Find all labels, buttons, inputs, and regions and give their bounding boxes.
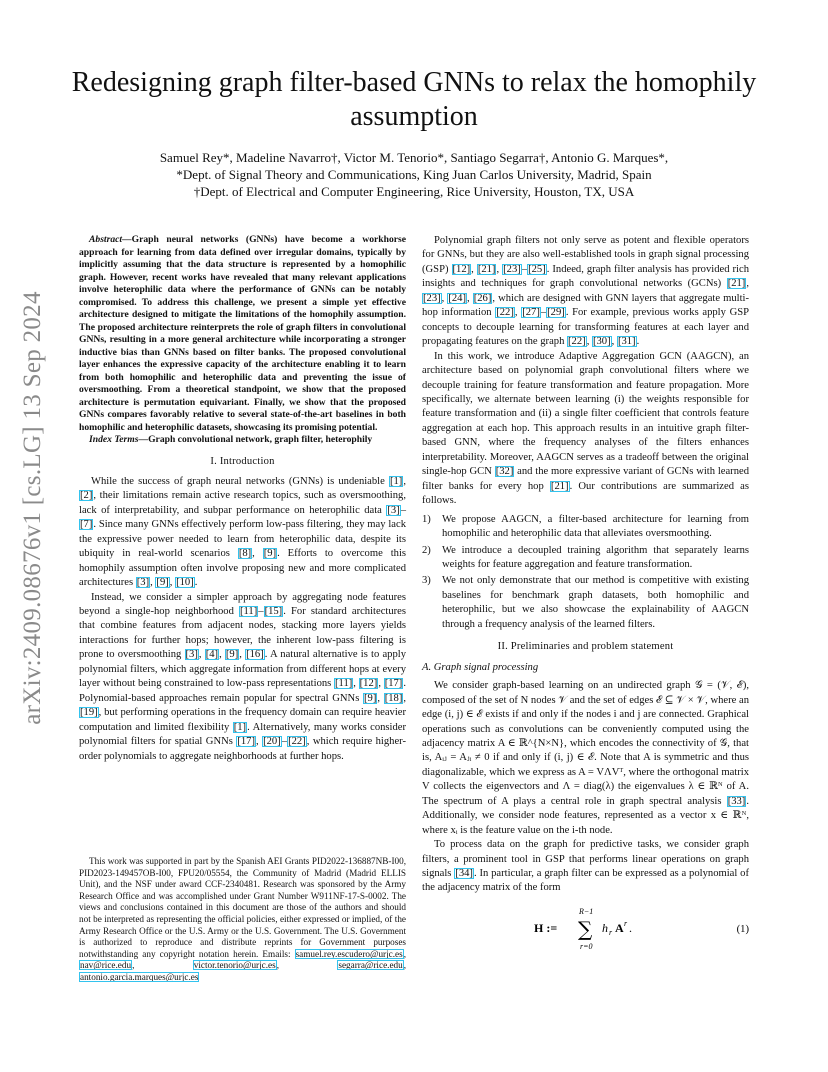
text-run: – — [281, 736, 288, 748]
text-run: and the more expressive variant of GCNs with learned filter banks for every hop — [422, 466, 749, 492]
section-heading: I. Introduction — [210, 455, 275, 467]
email-link[interactable]: segarra@rice.edu — [338, 960, 403, 971]
equation-graphic — [422, 902, 749, 954]
list-item — [422, 513, 749, 542]
citation-link[interactable]: [16] — [246, 649, 264, 661]
citation-link[interactable]: [11] — [240, 606, 258, 618]
text-run: , — [150, 577, 156, 589]
text-run: , — [471, 263, 477, 275]
abstract-label: Abstract— — [89, 234, 132, 245]
citation-link[interactable]: [3] — [136, 577, 150, 589]
text-run: In this work, we introduce Adaptive Aggregation GCN (AAGCN), an architecture based on polynomial graph convolutional filters where we decouple training for feature transformation and feature propagation. More specifically, we alternate between learning (i) the weights responsible for feature transformation and (ii) a single filter coefficient that controls feature aggregation at each hop. This approach results in an intuitive graph filter-based GNN, where the frequency analyses of the filters enhances interpretability. Moreover, AAGCN serves as a tradeoff between the original single-hop GCN — [422, 350, 749, 478]
citation-link[interactable]: [25] — [528, 263, 546, 275]
paragraph — [422, 838, 749, 896]
text-run: , which require higher-order polynomials to aggregate neighborhoods at further hops. — [79, 736, 407, 762]
text-run: , which are designed with GNN layers that aggregate multi-hop information — [422, 292, 749, 319]
citation-link[interactable]: [17] — [237, 736, 255, 748]
text-run: Polynomial graph filters not only serve as potent and flexible operators for GNNs, but they are also well-established tools in graph signal processing (GSP) — [422, 235, 749, 275]
citation-link[interactable]: [9] — [263, 548, 277, 560]
citation-link[interactable]: [34] — [455, 868, 473, 880]
list-item-text: We not only demonstrate that our method is competitive with existing baselines for benchmark graph datasets, both homophilic and heterophilic, but we also showcase the explainability of AAGCN through a frequency analysis of the learned filters. — [442, 575, 749, 630]
text-run: , but performing operations in the frequency domain can require heavier computation and limited flexibility — [79, 707, 406, 733]
text-run: , — [198, 649, 205, 661]
citation-link[interactable]: [2] — [80, 490, 93, 502]
text-run: , their limitations remain active research topics, such as oversmoothing, lack of interpretability, and subpar performance on heterophilic data — [79, 490, 406, 516]
text-run: . For standard architectures that combine features from adjacent nodes, stacking more layers yields interactions for further hops; however, the inherent low-pass filtering is prone to oversmoothing — [79, 606, 406, 661]
citation-link[interactable]: [7] — [80, 519, 93, 531]
paragraph — [422, 679, 749, 838]
text-run: . In particular, a graph filter can be expressed as a polynomial of the adjacency matrix of the form — [422, 868, 749, 894]
citation-link[interactable]: [18] — [384, 692, 403, 704]
footnote-text: This work was supported in part by the Spanish AEI Grants PID2022-136887NB-I00, PID2023-149457OB-I00, FPU20/05554, the Community of Madrid (Madrid ELLIS Unit), and the NSF under award CCF-2340481. Research was sponsored by the Army Research Office and was accomplished under Grant Number W911NF-17-S-0002. The views and conclusions contained in this document are those of the authors and should not be interpreted as representing the official policies, either expressed or implied, of the Army Research Office or the U.S. Army or the U.S. Government. The U.S. Government is authorized to reproduce and distribute reprints for Government purposes notwithstanding any copyright notation herein. Emails: — [79, 856, 406, 959]
citation-link[interactable]: [8] — [238, 548, 252, 560]
paragraph — [79, 475, 406, 591]
text-run: , — [467, 292, 473, 304]
text-run: . Since many GNNs effectively perform low-pass filtering, they may lack the expressive power needed to learn from heterophilic data, despite its ubiquity in real-world scenarios — [79, 519, 406, 560]
eq-matrix: A — [615, 920, 624, 935]
right-column — [422, 234, 749, 954]
text-run: , — [378, 678, 384, 690]
email-list: samuel.rey.escudero@urjc.es, nav@rice.edu, victor.tenorio@urjc.es, segarra@rice.edu, antonio.garcia.marques@urjc.es — [80, 948, 406, 982]
index-terms-text: Graph convolutional network, graph filter, heterophily — [148, 434, 373, 445]
text-run: We consider graph-based learning on an undirected graph 𝒢 = (𝒱, ℰ), composed of the set of N nodes 𝒱 and the set of edges ℰ ⊆ 𝒱 × 𝒱, where an edge (i, j) ∈ ℰ exists if and only if the nodes i and j are connected. Graphical operations such as convolutions can be conveniently computed using the adjacency matrix A ∈ ℝ^{N×N}, which encodes the connectivity of 𝒢, that is, Aᵢⱼ = Aⱼᵢ ≠ 0 if and only if (i, j) ∈ ℰ. Note that A is symmetric and thus diagonalizable, which we express as A = VΛVᵀ, where the orthogonal matrix V collects the eigenvectors and Λ = diag(λ) the eigenvalues λ ∈ ℝᴺ of A. The spectrum of A plays a central role in graph spectral analysis — [422, 680, 749, 807]
left-column — [79, 234, 406, 764]
paper-title: Redesigning graph filter-based GNNs to relax the homophily assumption — [71, 67, 757, 132]
citation-link[interactable]: [10] — [176, 577, 194, 589]
list-item-number: 1) — [422, 513, 431, 525]
text-run: . Polynomial-based approaches remain popular for spectral GNNs — [79, 678, 406, 704]
citation-link[interactable]: [27] — [522, 307, 540, 319]
citation-link[interactable]: [30] — [592, 336, 611, 348]
citation-link[interactable]: [32] — [495, 466, 514, 478]
subsection-heading: A. Graph signal processing — [422, 661, 539, 673]
eq-number: (1) — [736, 923, 749, 935]
text-run: , — [746, 278, 749, 290]
citation-link[interactable]: [29] — [547, 307, 565, 319]
text-run: – — [400, 504, 406, 516]
list-item — [422, 544, 749, 573]
citation-link[interactable]: [12] — [452, 263, 471, 275]
text-run: . A natural alternative is to apply polynomial filters, which aggregate information from different hops at every layer without being constrained to low-pass representations — [79, 649, 407, 690]
citation-link[interactable]: [15] — [264, 606, 283, 618]
citation-link[interactable]: [11] — [335, 678, 353, 690]
citation-link[interactable]: [4] — [205, 649, 219, 661]
text-run: . — [194, 577, 198, 589]
text-run: , — [252, 548, 263, 560]
paragraph — [79, 591, 406, 764]
citation-link[interactable]: [22] — [568, 336, 586, 348]
text-run: , — [219, 649, 225, 661]
text-run: , — [403, 475, 406, 487]
text-run: , — [586, 336, 592, 348]
index-terms-label: Index Terms— — [89, 434, 149, 445]
citation-link[interactable]: [26] — [473, 292, 492, 304]
text-run: , — [496, 263, 503, 275]
list-item — [422, 574, 749, 632]
text-run: . For example, previous works apply GSP concepts to decouple learning for transforming features at each layer and propagating features on the graph — [422, 307, 750, 348]
citation-link[interactable]: [20] — [263, 736, 281, 748]
eq-upper-limit: R−1 — [579, 906, 594, 916]
citation-link[interactable]: [22] — [496, 307, 514, 319]
citation-link[interactable]: [12] — [359, 678, 378, 690]
text-run: , — [169, 577, 176, 589]
email-link[interactable]: nav@rice.edu — [80, 960, 132, 971]
text-run: . Additionally, we consider node features, represented as a vector x ∈ ℝᴺ, where xᵢ is the feature value on the i-th node. — [422, 795, 749, 836]
author-block — [60, 149, 768, 200]
list-item-number: 2) — [422, 544, 431, 556]
citation-link[interactable]: [21] — [727, 278, 746, 290]
citation-link[interactable]: [1] — [389, 475, 403, 487]
text-run: . Indeed, graph filter analysis has provided rich insights and techniques for graph convolutional networks (GCNs) — [422, 263, 749, 290]
text-run: , — [377, 692, 384, 704]
citation-link[interactable]: [1] — [233, 721, 247, 733]
text-run: While the success of graph neural networks (GNNs) is undeniable — [91, 475, 389, 487]
eq-lhs: H := — [534, 920, 558, 935]
citation-link[interactable]: [33] — [727, 795, 746, 807]
text-run: – — [258, 606, 264, 618]
citation-link[interactable]: [24] — [448, 292, 467, 304]
text-run: Instead, we consider a simpler approach by aggregating node features beyond a single-hop neighborhood — [79, 591, 406, 618]
text-run: . — [636, 336, 640, 348]
citation-link[interactable]: [9] — [156, 577, 169, 589]
text-run: . Our contributions are summarized as follows. — [422, 480, 749, 507]
text-run: , — [611, 336, 617, 348]
citation-link[interactable]: [31] — [617, 336, 636, 348]
text-run: , — [441, 292, 448, 304]
section-heading: II. Preliminaries and problem statement — [497, 641, 674, 653]
eq-period: . — [629, 920, 632, 935]
citation-link[interactable]: [19] — [80, 707, 98, 719]
text-run: , — [514, 307, 522, 319]
list-item-number: 3) — [422, 575, 431, 587]
citation-link[interactable]: [9] — [225, 649, 239, 661]
citation-link[interactable]: [21] — [477, 263, 496, 275]
text-run: To process data on the graph for predictive tasks, we consider graph filters, a prominent tool in GSP that performs linear operations on graph signals — [422, 839, 749, 880]
text-run: . Alternatively, many works consider polynomial filters for spatial GNNs — [79, 721, 407, 748]
equation-1 — [422, 902, 749, 954]
text-run: – — [521, 263, 528, 275]
footnote — [79, 856, 406, 984]
email-link[interactable]: samuel.rey.escudero@urjc.es — [295, 948, 403, 959]
affiliation-1: *Dept. of Signal Theory and Communications, King Juan Carlos University, Madrid, Spain — [176, 167, 652, 182]
text-run: , — [239, 649, 246, 661]
text-run: , — [353, 678, 359, 690]
text-run: . Efforts to overcome this homophily assumption often involve proposing new and more complicated architectures — [79, 548, 407, 589]
email-link[interactable]: victor.tenorio@urjc.es — [193, 960, 276, 971]
arxiv-id: arXiv:2409.08676v1 [cs.LG] 13 Sep 2024 — [19, 291, 46, 725]
eq-coef-sub: r — [609, 927, 613, 937]
list-item-text: We introduce a decoupled training algorithm that separately learns weights for feature aggregation and feature transformation. — [442, 544, 749, 570]
email-link[interactable]: antonio.garcia.marques@urjc.es — [80, 971, 199, 982]
citation-link[interactable]: [9] — [364, 692, 377, 704]
paragraph — [422, 234, 749, 350]
paragraph — [422, 350, 749, 509]
author-list: Samuel Rey*, Madeline Navarro†, Victor M. Tenorio*, Santiago Segarra†, Antonio G. Marques*, — [159, 150, 669, 165]
affiliation-2: †Dept. of Electrical and Computer Engineering, Rice University, Houston, TX, USA — [193, 184, 635, 199]
text-run: , — [403, 692, 407, 704]
abstract — [79, 234, 406, 434]
contributions-list — [422, 513, 749, 633]
citation-link[interactable]: [23] — [423, 292, 441, 304]
citation-link[interactable]: [17] — [384, 678, 403, 690]
text-run: , — [256, 736, 263, 748]
citation-link[interactable]: [22] — [288, 736, 306, 748]
eq-sigma: ∑ — [578, 916, 593, 941]
arxiv-sidebar-stamp — [16, 288, 50, 728]
eq-matrix-sup: r — [624, 918, 628, 928]
list-item-text: We propose AAGCN, a filter-based architecture for learning from homophilic and heterophilic data that alleviates oversmoothing. — [442, 513, 749, 540]
citation-link[interactable]: [21] — [550, 480, 569, 492]
text-run: – — [540, 307, 547, 319]
citation-link[interactable]: [3] — [387, 504, 400, 516]
abstract-text: Graph neural networks (GNNs) have become a workhorse approach for learning from data defined over irregular domains, typically by implicitly assuming that the data structure is represented by a homophilic graph. However, recent works have revealed that many relevant applications involve heterophilic data where the performance of GNNs can be notably compromised. To address this challenge, we present a simple yet effective architecture designed to mitigate the limitations of the homophily assumption. The proposed architecture reinterprets the role of graph filters in convolutional GNNs, resulting in a more general architecture while incorporating a stronger inductive bias than GNNs based on filter banks. The proposed convolutional layer enhances the expressive capacity of the architecture enabling it to learn from both homophilic and heterophilic data and preventing the issue of oversmoothing. From a theoretical standpoint, we show that the proposed architecture is permutation equivariant. Finally, we show that the proposed GNNs compares favorably relative to several state-of-the-art baselines in both homophilic and heterophilic datasets, showcasing its promising potential. — [79, 234, 406, 433]
index-terms — [79, 434, 406, 447]
citation-link[interactable]: [3] — [185, 649, 198, 661]
eq-coef: h — [602, 920, 608, 935]
eq-lower-limit: r=0 — [580, 941, 593, 951]
citation-link[interactable]: [23] — [503, 263, 521, 275]
